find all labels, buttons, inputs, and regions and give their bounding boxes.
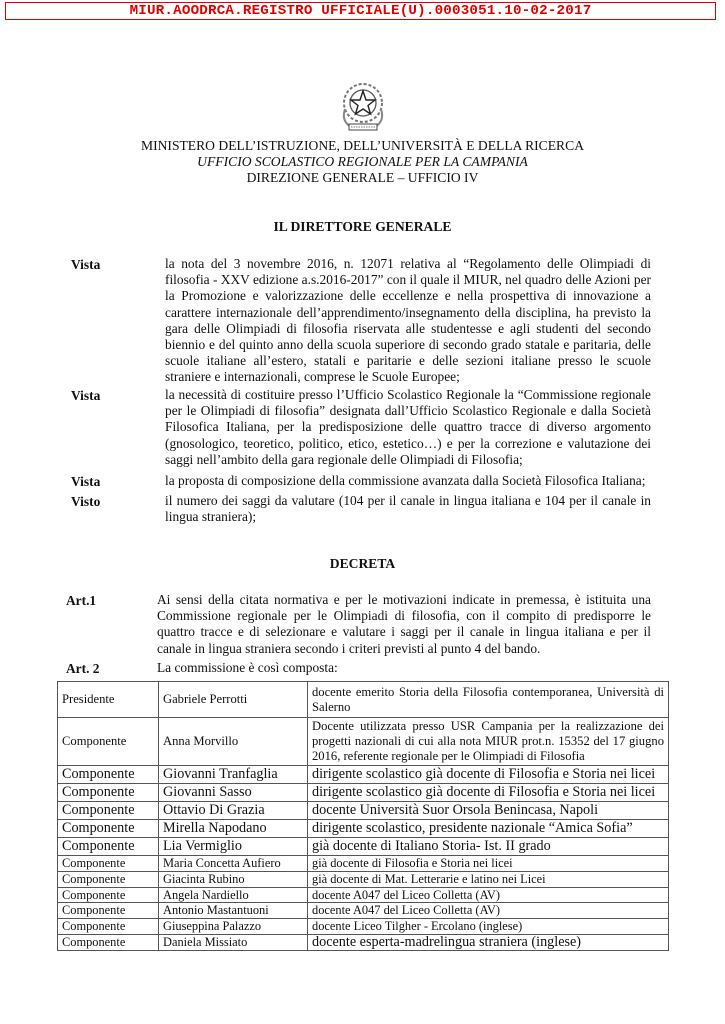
table-row [58, 903, 669, 919]
table-row [58, 820, 669, 838]
name-cell: Antonio Mastantuoni [159, 903, 308, 919]
description-cell: dirigente scolastico già docente di Filosofia e Storia nei licei [308, 766, 669, 784]
table-row [58, 838, 669, 856]
table-row [58, 802, 669, 820]
role-cell: Componente [58, 856, 159, 872]
table-row [58, 887, 669, 903]
name-cell: Daniela Missiato [159, 934, 308, 950]
description-cell: docente A047 del Liceo Colletta (AV) [308, 903, 669, 919]
description-cell: dirigente scolastico, presidente nazionale “Amica Sofia” [308, 820, 669, 838]
article-text: Ai sensi della citata normativa e per le motivazioni indicate in premessa, è istituita una Commissione regionale per le Olimpiadi di filosofia, con il compito di predisporre le quattro tracce e di selezionare e valutare i saggi per il canale in lingua italiana e per il canale in lingua straniera secondo i criteri previsti al punto 4 del bando. [157, 592, 651, 656]
name-cell: Anna Morvillo [159, 718, 308, 766]
description-cell: docente esperta-madrelingua straniera (inglese) [308, 934, 669, 950]
table-row [58, 766, 669, 784]
role-cell: Componente [58, 838, 159, 856]
description-cell: docente Università Suor Orsola Benincasa, Napoli [308, 802, 669, 820]
name-cell: Lia Vermiglio [159, 838, 308, 856]
description-cell: docente A047 del Liceo Colletta (AV) [308, 887, 669, 903]
table-row [58, 934, 669, 950]
premise-text: la nota del 3 novembre 2016, n. 12071 relativa al “Regolamento delle Olimpiadi di filosofia - XXV edizione a.s.2016-2017” con il quale il MIUR, nel quadro delle Azioni per la Promozione e valorizzazione delle eccellenze e nella prospettiva di innovazione a carattere internazionale dell’apprendimento/insegnamento della disciplina, ha previsto la gara delle Olimpiadi di filosofia riservata alle studentesse e agli studenti del secondo biennio e del quinto anno della scuola superiore di secondo grado statale e paritaria, delle scuole italiane all’estero, statali e paritarie e delle sezioni italiane presso le scuole straniere e internazionali, comprese le Scuole Europee; [165, 256, 651, 385]
regional-office-name: UFFICIO SCOLASTICO REGIONALE PER LA CAMPANIA [197, 154, 528, 169]
name-cell: Maria Concetta Aufiero [159, 856, 308, 872]
document-title: IL DIRETTORE GENERALE [273, 219, 452, 234]
name-cell: Gabriele Perrotti [159, 682, 308, 718]
table-row [58, 682, 669, 718]
description-cell: docente emerito Storia della Filosofia contemporanea, Università di Salerno [308, 682, 669, 718]
protocol-stamp: MIUR.AOODRCA.REGISTRO UFFICIALE(U).0003051.10-02-2017 [5, 2, 716, 20]
premise-text: la necessità di costituire presso l’Ufficio Scolastico Regionale la “Commissione regionale per le Olimpiadi di filosofia” designata dall’Ufficio Scolastico Regionale e dalla Società Filosofica Italiana, per la predisposizione delle quattro tracce di diverso argomento (gnosologico, teoretico, politico, etico, estetico…) e per la correzione e valutazione dei saggi nell’ambito della gara regionale delle Olimpiadi di Filosofia; [165, 387, 651, 467]
table-row [58, 856, 669, 872]
role-cell: Presidente [58, 682, 159, 718]
description-cell: già docente di Italiano Storia- Ist. II grado [308, 838, 669, 856]
role-cell: Componente [58, 871, 159, 887]
role-cell: Componente [58, 766, 159, 784]
name-cell: Giacinta Rubino [159, 871, 308, 887]
description-cell: Docente utilizzata presso USR Campania per la realizzazione dei progetti nazionali di cui alla nota MIUR prot.n. 15352 del 17 giugno 2016, referente regionale per le Olimpiadi di Filosofia [308, 718, 669, 766]
premise-label: Vista [71, 388, 101, 403]
role-cell: Componente [58, 820, 159, 838]
decree-title: DECRETA [329, 556, 396, 571]
commission-table [57, 681, 669, 951]
ministry-name: MINISTERO DELL’ISTRUZIONE, DELL’UNIVERSITÀ E DELLA RICERCA [140, 138, 585, 153]
table-row [58, 919, 669, 935]
article-label: Art. 2 [66, 661, 100, 676]
name-cell: Giovanni Sasso [159, 784, 308, 802]
italian-republic-emblem-icon [337, 79, 389, 137]
table-row [58, 784, 669, 802]
role-cell: Componente [58, 802, 159, 820]
premise-label: Visto [71, 494, 101, 509]
role-cell: Componente [58, 887, 159, 903]
description-cell: già docente di Mat. Letterarie e latino nei Licei [308, 871, 669, 887]
role-cell: Componente [58, 784, 159, 802]
description-cell: già docente di Filosofia e Storia nei licei [308, 856, 669, 872]
premise-text: la proposta di composizione della commissione avanzata dalla Società Filosofica Italiana; [165, 473, 646, 488]
article-label: Art.1 [66, 593, 97, 608]
article-text: La commissione è così composta: [157, 660, 338, 675]
role-cell: Componente [58, 903, 159, 919]
directorate-name: DIREZIONE GENERALE – UFFICIO IV [246, 170, 479, 185]
premise-label: Vista [71, 474, 101, 489]
table-row [58, 718, 669, 766]
role-cell: Componente [58, 934, 159, 950]
name-cell: Mirella Napodano [159, 820, 308, 838]
name-cell: Giuseppina Palazzo [159, 919, 308, 935]
name-cell: Angela Nardiello [159, 887, 308, 903]
table-row [58, 871, 669, 887]
description-cell: dirigente scolastico già docente di Filosofia e Storia nei licei [308, 784, 669, 802]
description-cell: docente Liceo Tilgher - Ercolano (inglese) [308, 919, 669, 935]
premise-label: Vista [71, 257, 101, 272]
premise-text: il numero dei saggi da valutare (104 per il canale in lingua italiana e 104 per il canale in lingua straniera); [165, 493, 651, 525]
role-cell: Componente [58, 718, 159, 766]
name-cell: Ottavio Di Grazia [159, 802, 308, 820]
name-cell: Giovanni Tranfaglia [159, 766, 308, 784]
role-cell: Componente [58, 919, 159, 935]
